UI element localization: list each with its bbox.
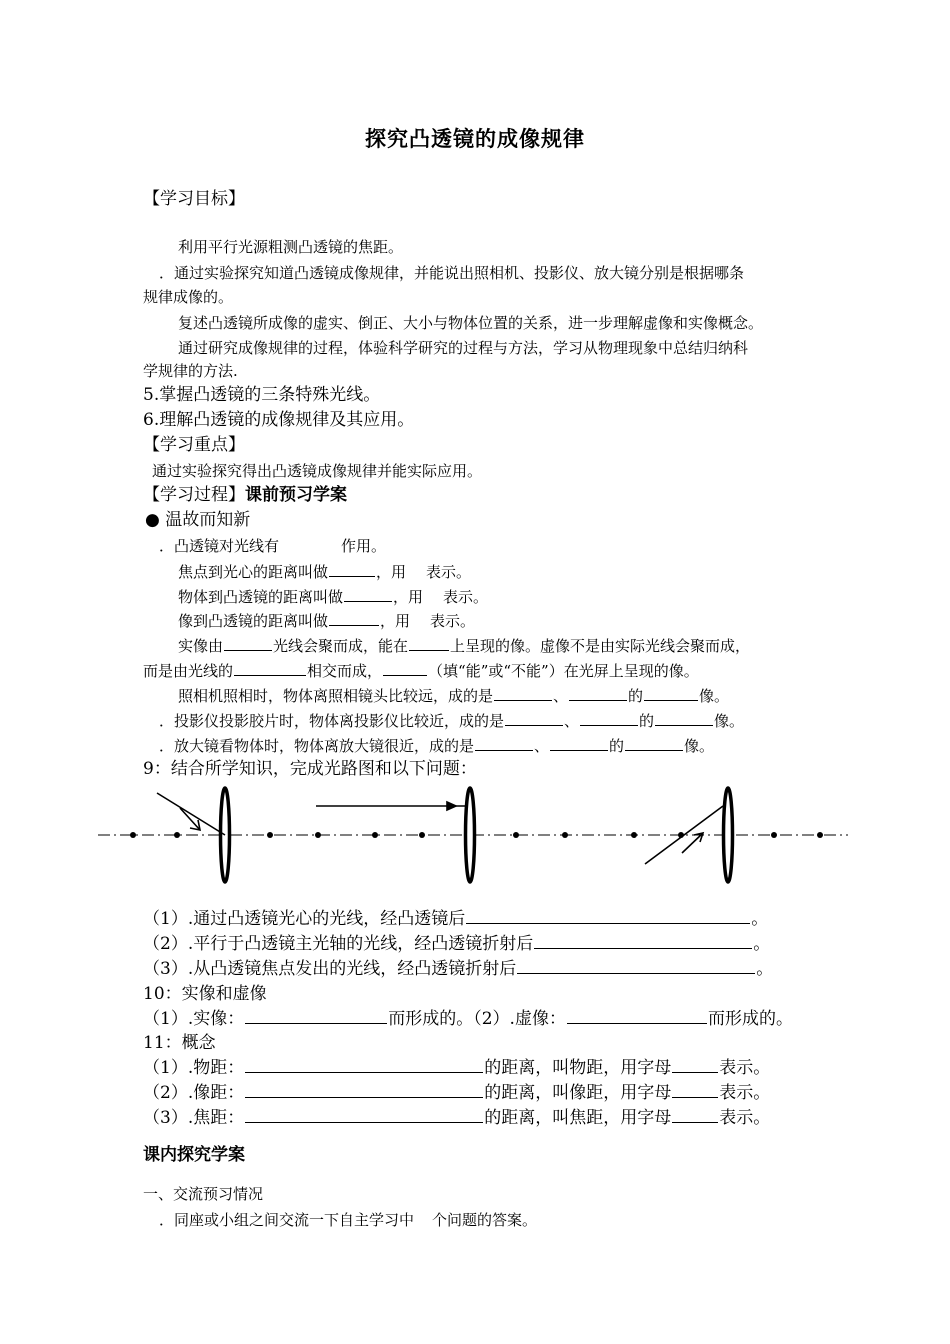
review-title: 温故而知新 xyxy=(165,510,251,530)
objective-item-2: ．通过实验探究知道凸透镜成像规律，并能说出照相机、投影仪、放大镜分别是根据哪条 xyxy=(159,264,745,282)
question-6: 照相机照相时，物体离照相镜头比较远，成的是 、 的 像。 xyxy=(178,687,730,705)
section-1-item-1: ．同座或小组之间交流一下自主学习中 个问题的答案。 xyxy=(159,1211,538,1229)
ray-through-center xyxy=(157,793,225,835)
question-1: ．凸透镜对光线有 作用。 xyxy=(159,537,387,555)
answer-blank[interactable] xyxy=(466,908,750,924)
question-10: 10：实像和虚像 xyxy=(143,984,267,1004)
question-11-1: （1）.物距： 的距离，叫物距，用字母 表示。 xyxy=(143,1058,771,1078)
keypoints-heading: 【学习重点】 xyxy=(143,435,245,455)
question-11-2: （2）.像距： 的距离，叫像距，用字母 表示。 xyxy=(143,1083,771,1103)
objective-item-4: 通过研究成像规律的过程，体验科学研究的过程与方法，学习从物理现象中总结归纳科 xyxy=(178,339,749,357)
question-8: ．放大镜看物体时，物体离放大镜很近，成的是 、 的 像。 xyxy=(159,737,715,755)
question-9-3: （3）.从凸透镜焦点发出的光线，经凸透镜折射后 。 xyxy=(143,959,774,979)
question-9: 9：结合所学知识，完成光路图和以下问题： xyxy=(143,759,477,779)
objective-item-1: 利用平行光源粗测凸透镜的焦距。 xyxy=(178,238,404,256)
objective-item-2-cont: 规律成像的。 xyxy=(143,288,234,306)
objective-item-4-cont: 学规律的方法. xyxy=(143,362,238,380)
answer-blank[interactable] xyxy=(534,933,752,949)
answer-blank[interactable] xyxy=(245,1057,483,1073)
page-title: 探究凸透镜的成像规律 xyxy=(365,126,585,151)
objective-item-6: 6.理解凸透镜的成像规律及其应用。 xyxy=(143,410,415,430)
process-heading-label: 【学习过程】 xyxy=(143,485,245,505)
question-10-1: （1）.实像： 而形成的。（2）.虚像： 而形成的。 xyxy=(143,1009,793,1029)
answer-blank[interactable] xyxy=(245,1107,483,1123)
question-5-cont: 而是由光线的 相交而成， （填“能”或“不能”）在光屏上呈现的像。 xyxy=(143,662,699,680)
question-5: 实像由 光线会聚而成，能在 上呈现的像。虚像不是由实际光线会聚而成， xyxy=(178,637,751,655)
objectives-heading: 【学习目标】 xyxy=(143,189,245,209)
objective-item-5: 5.掌握凸透镜的三条特殊光线。 xyxy=(143,385,381,405)
section-1-title: 一、交流预习情况 xyxy=(143,1185,264,1203)
question-2: 焦点到光心的距离叫做 ，用 表示。 xyxy=(178,563,472,581)
question-9-1: （1）.通过凸透镜光心的光线，经凸透镜后 。 xyxy=(143,909,769,929)
question-11: 11：概念 xyxy=(143,1033,216,1053)
answer-blank[interactable] xyxy=(672,1107,718,1123)
answer-blank[interactable] xyxy=(517,958,755,974)
convex-lens-3 xyxy=(724,788,733,882)
bullet-icon: ● xyxy=(145,510,160,530)
objective-item-3: 复述凸透镜所成像的虚实、倒正、大小与物体位置的关系，进一步理解虚像和实像概念。 xyxy=(178,314,764,332)
question-7: ．投影仪投影胶片时，物体离投影仪比较近，成的是 、 的 像。 xyxy=(159,712,745,730)
ray-parallel-axis xyxy=(316,802,468,810)
question-3: 物体到凸透镜的距离叫做 ，用 表示。 xyxy=(178,588,489,606)
answer-blank[interactable] xyxy=(245,1082,483,1098)
answer-blank[interactable] xyxy=(245,1008,387,1024)
in-class-heading: 课内探究学案 xyxy=(143,1145,245,1165)
answer-blank[interactable] xyxy=(567,1008,707,1024)
question-9-2: （2）.平行于凸透镜主光轴的光线，经凸透镜折射后 。 xyxy=(143,934,771,954)
keypoints-text: 通过实验探究得出凸透镜成像规律并能实际应用。 xyxy=(152,462,483,480)
question-4: 像到凸透镜的距离叫做 ，用 表示。 xyxy=(178,612,476,630)
question-11-3: （3）.焦距： 的距离，叫焦距，用字母 表示。 xyxy=(143,1108,771,1128)
answer-blank[interactable] xyxy=(672,1082,718,1098)
convex-lens-2 xyxy=(466,788,475,882)
answer-blank[interactable] xyxy=(672,1057,718,1073)
process-subheading: 课前预习学案 xyxy=(245,485,347,505)
